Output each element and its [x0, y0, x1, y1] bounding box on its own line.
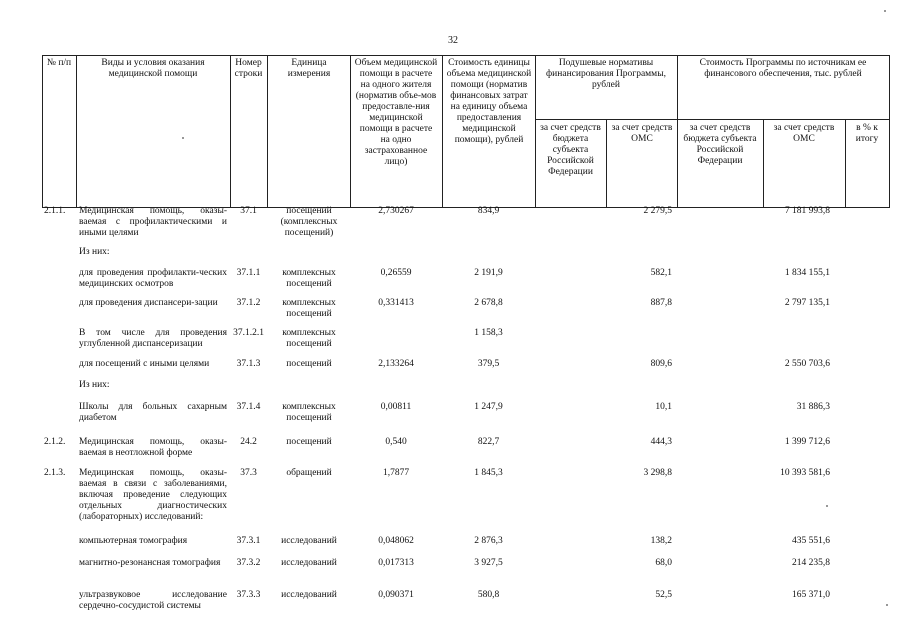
row-code: 37.3	[240, 468, 257, 478]
row-oms: 52,5	[655, 590, 672, 600]
row-prog-oms: 2 550 703,6	[784, 359, 830, 369]
row-oms: 582,1	[650, 268, 672, 278]
row-volume: 2,133264	[378, 359, 414, 369]
row-cost: 580,8	[477, 590, 500, 600]
header-prog-budget: за счет средств бюджета субъекта Российской Федерации	[683, 123, 757, 166]
row-cost: 1 247,9	[474, 402, 503, 412]
row-code: 37.3.2	[236, 558, 261, 568]
row-volume: 0,00811	[380, 402, 412, 412]
col-border	[889, 55, 890, 208]
scan-speck	[886, 604, 888, 606]
row-description: магнитно-резонансная томография	[79, 558, 221, 568]
row-volume: 0,048062	[378, 536, 414, 546]
row-number: 2.1.3.	[44, 468, 66, 478]
row-prog-oms: 7 181 993,8	[784, 206, 830, 216]
row-unit: исследований	[281, 536, 337, 546]
col-border	[606, 119, 607, 207]
row-prog-oms: 31 886,3	[796, 402, 830, 412]
row-volume: 0,017313	[378, 558, 414, 568]
row-number: 2.1.2.	[44, 437, 66, 447]
row-prog-oms: 1 399 712,6	[784, 437, 830, 447]
col-border	[76, 55, 77, 208]
row-prog-oms: 2 797 135,1	[784, 298, 830, 308]
row-oms: 3 298,8	[643, 468, 672, 478]
row-description: для проведения диспансери-зации	[79, 298, 218, 308]
col-border	[350, 55, 351, 208]
row-prog-oms: 165 371,0	[792, 590, 830, 600]
row-unit: исследований	[281, 590, 337, 600]
row-cost: 822,7	[477, 437, 500, 447]
row-oms: 809,6	[650, 359, 672, 369]
header-pc-budget: за счет средств бюджета субъекта Российской Федерации	[540, 123, 601, 177]
row-oms: 444,3	[650, 437, 672, 447]
row-description: Школы для больных сахарным диабетом	[79, 402, 227, 423]
row-cost: 1 158,3	[474, 328, 503, 338]
header-type: Виды и условия оказания медицинской помощи	[101, 58, 205, 79]
row-code: 37.1	[240, 206, 257, 216]
row-volume: 2,730267	[378, 206, 414, 216]
scan-speck	[826, 505, 828, 507]
page-number: 32	[448, 35, 458, 46]
row-prog-oms: 435 551,6	[792, 536, 830, 546]
row-oms: 887,8	[650, 298, 672, 308]
row-description: Медицинская помощь, оказы-ваемая с профилактическими и иными целями	[79, 206, 227, 238]
header-per-capita: Подушевые нормативы финансирования Программы, рублей	[546, 58, 666, 90]
col-border	[845, 119, 846, 207]
row-cost: 1 845,3	[474, 468, 503, 478]
row-unit: комплексных посещений	[282, 328, 336, 349]
row-code: 37.1.2	[236, 298, 261, 308]
col-border	[42, 55, 43, 208]
header-volume: Объем медицинской помощи в расчете на одного жителя (норматив объе-мов предоставле-ния медицинской помощи в расчете на одно застрахованное лицо)	[354, 58, 438, 167]
row-description: для посещений с иными целями	[79, 359, 210, 369]
row-description: Медицинская помощь, оказы-ваемая в неотложной форме	[79, 437, 227, 458]
row-cost: 2 678,8	[474, 298, 503, 308]
header-cost: Стоимость единицы объема медицинской помощи (норматив финансовых затрат на единицу объема предоставления медицинской помощи), рублей	[446, 58, 532, 145]
row-prog-oms: 214 235,8	[792, 558, 830, 568]
row-cost: 379,5	[477, 359, 500, 369]
row-unit: исследований	[281, 558, 337, 568]
row-code: 37.1.3	[236, 359, 261, 369]
row-unit: комплексных посещений	[282, 298, 336, 319]
row-unit: посещений (комплексных посещений)	[280, 206, 338, 238]
row-description: Из них:	[79, 247, 110, 257]
header-num: № п/п	[46, 58, 72, 68]
row-prog-oms: 10 393 581,6	[780, 468, 830, 478]
scan-speck	[884, 10, 886, 12]
row-code: 37.3.3	[236, 590, 261, 600]
program-cost-subdivider	[677, 119, 889, 120]
row-code: 24.2	[240, 437, 257, 447]
row-volume: 0,26559	[380, 268, 412, 278]
row-description: для проведения профилакти-ческих медицинских осмотров	[79, 268, 227, 289]
row-description: Медицинская помощь, оказы-ваемая в связи с заболеваниями, включая проведение следующих отдельных диагностических (лабораторных) исследований:	[79, 468, 227, 522]
col-border	[230, 55, 231, 208]
row-code: 37.1.2.1	[233, 328, 264, 338]
header-top-border	[42, 55, 889, 56]
row-oms: 138,2	[650, 536, 672, 546]
row-oms: 68,0	[655, 558, 672, 568]
row-unit: посещений	[286, 359, 332, 369]
header-prog-pct: в % к итогу	[855, 123, 879, 144]
header-prog-oms: за счет средств ОМС	[773, 123, 835, 144]
row-description: Из них:	[79, 380, 110, 390]
row-volume: 0,090371	[378, 590, 414, 600]
row-code: 37.1.4	[236, 402, 261, 412]
row-cost: 834,9	[477, 206, 500, 216]
row-oms: 2 279,5	[643, 206, 672, 216]
row-volume: 0,331413	[378, 298, 414, 308]
row-description: компьютерная томография	[79, 536, 188, 546]
row-cost: 3 927,5	[474, 558, 503, 568]
row-volume: 1,7877	[382, 468, 410, 478]
row-prog-oms: 1 834 155,1	[784, 268, 830, 278]
row-cost: 2 191,9	[474, 268, 503, 278]
row-volume: 0,540	[385, 437, 407, 447]
col-border	[267, 55, 268, 208]
row-unit: обращений	[286, 468, 332, 478]
row-description: ультразвуковое исследование сердечно-сосудистой системы	[79, 590, 227, 611]
col-border	[535, 55, 536, 208]
row-code: 37.1.1	[236, 268, 261, 278]
col-border	[442, 55, 443, 208]
header-program-cost: Стоимость Программы по источникам ее финансового обеспечения, тыс. рублей	[699, 58, 867, 79]
scan-speck	[182, 137, 184, 139]
header-unit: Единица измерения	[287, 58, 331, 79]
header-row: Номер строки	[234, 58, 263, 79]
col-border	[763, 119, 764, 207]
row-cost: 2 876,3	[474, 536, 503, 546]
row-number: 2.1.1.	[44, 206, 66, 216]
row-code: 37.3.1	[236, 536, 261, 546]
row-unit: посещений	[286, 437, 332, 447]
row-unit: комплексных посещений	[282, 268, 336, 289]
header-pc-oms: за счет средств ОМС	[611, 123, 673, 144]
col-border	[677, 55, 678, 208]
row-unit: комплексных посещений	[282, 402, 336, 423]
row-oms: 10,1	[655, 402, 672, 412]
row-description: В том числе для проведения углубленной диспансеризации	[79, 328, 227, 349]
